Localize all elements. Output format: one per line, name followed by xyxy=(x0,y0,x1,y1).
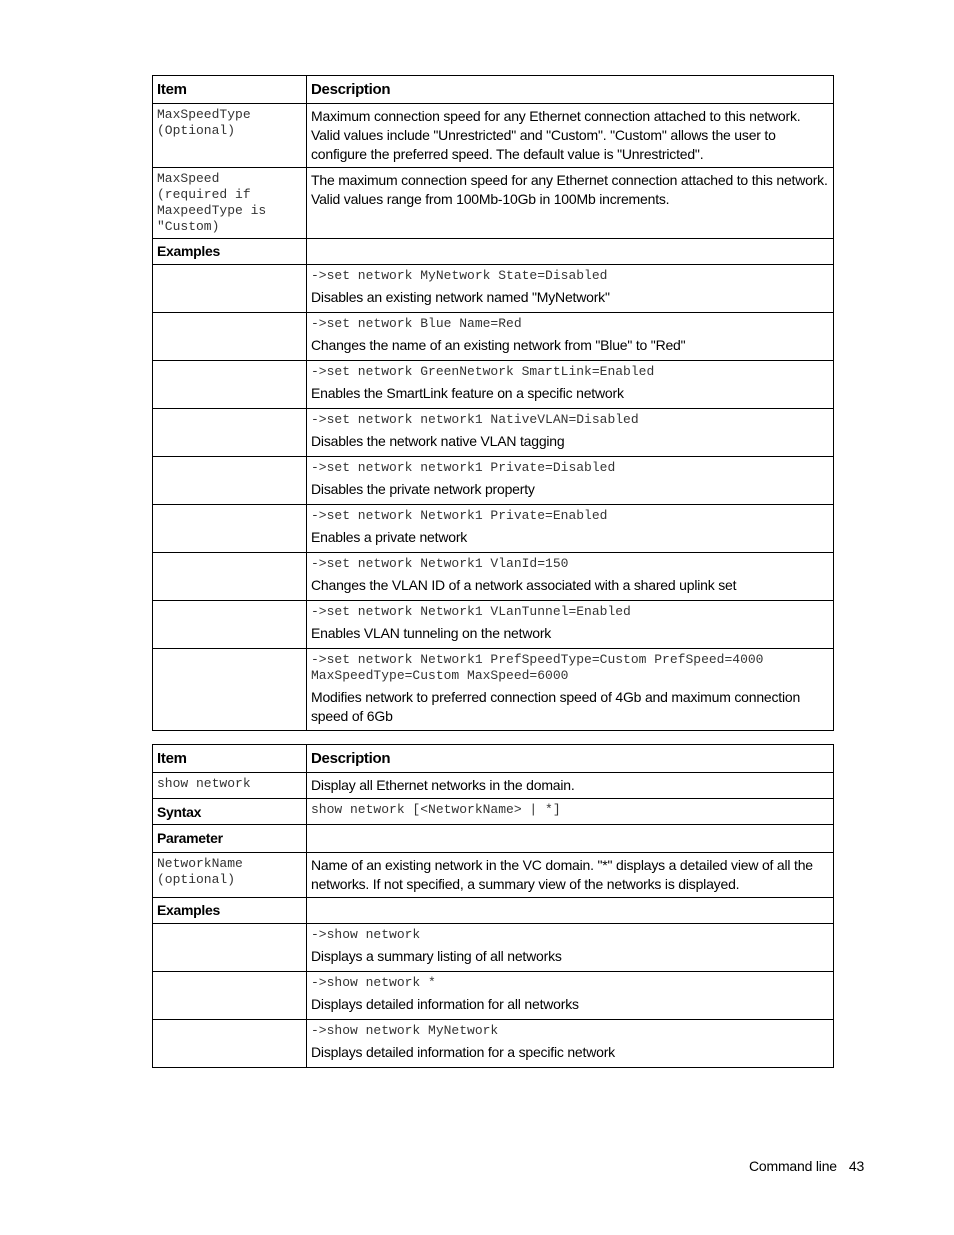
examples-label-row xyxy=(153,239,834,265)
example-row xyxy=(153,313,834,361)
table-row xyxy=(153,104,834,168)
example-description: Displays a summary listing of all networks xyxy=(311,948,562,964)
param-name: MaxSpeed (required if MaxpeedType is "Custom) xyxy=(157,171,267,234)
example-row xyxy=(153,1020,834,1068)
example-description: Enables a private network xyxy=(311,529,468,545)
table-row xyxy=(153,168,834,239)
footer-section-title: Command line xyxy=(749,1158,837,1174)
examples-label: Examples xyxy=(157,243,220,259)
example-description: Changes the VLAN ID of a network associated with a shared uplink set xyxy=(311,577,737,593)
param-description: Name of an existing network in the VC domain. "*" displays a detailed view of all the networks. If not specified, a summary view of the networks is displayed. xyxy=(311,857,813,892)
example-description: Changes the name of an existing network from "Blue" to "Red" xyxy=(311,337,686,353)
example-description: Enables the SmartLink feature on a specific network xyxy=(311,385,624,401)
param-name: MaxSpeedType (Optional) xyxy=(157,107,251,138)
example-command: ->set network MyNetwork State=Disabled xyxy=(311,268,608,283)
syntax-row xyxy=(153,799,834,825)
table-row xyxy=(153,853,834,898)
example-row xyxy=(153,649,834,731)
example-row xyxy=(153,553,834,601)
param-description: Maximum connection speed for any Ethernet connection attached to this network. Valid values include "Unrestricted" and "Custom". "Custom" allows the user to configure the preferred speed. The default value is "Unrestricted". xyxy=(311,108,801,162)
example-command: ->set network Network1 PrefSpeedType=Custom PrefSpeed=4000 MaxSpeedType=Custom MaxSpeed=6000 xyxy=(311,652,764,683)
example-row xyxy=(153,972,834,1020)
header-item: Item xyxy=(153,745,307,773)
header-description: Description xyxy=(307,76,834,104)
example-row xyxy=(153,457,834,505)
example-command: ->show network * xyxy=(311,975,436,990)
command-name: show network xyxy=(157,776,251,791)
page-number: 43 xyxy=(848,1158,865,1174)
param-name: NetworkName (optional) xyxy=(157,856,243,887)
table-header-row xyxy=(153,745,834,773)
example-command: ->set network Blue Name=Red xyxy=(311,316,522,331)
example-row xyxy=(153,409,834,457)
set-network-table xyxy=(152,75,834,731)
example-description: Modifies network to preferred connection speed of 4Gb and maximum connection speed of 6Gb xyxy=(311,689,801,724)
example-command: ->show network xyxy=(311,927,421,942)
example-description: Displays detailed information for a specific network xyxy=(311,1044,615,1060)
syntax-value: show network [<NetworkName> | *] xyxy=(311,802,561,817)
example-description: Disables an existing network named "MyNetwork" xyxy=(311,289,610,305)
example-description: Enables VLAN tunneling on the network xyxy=(311,625,552,641)
example-description: Displays detailed information for all networks xyxy=(311,996,579,1012)
page-footer xyxy=(749,1158,864,1174)
examples-label-row xyxy=(153,898,834,924)
header-description: Description xyxy=(307,745,834,773)
example-row xyxy=(153,601,834,649)
example-command: ->set network network1 NativeVLAN=Disabled xyxy=(311,412,639,427)
syntax-label: Syntax xyxy=(157,804,202,820)
example-row xyxy=(153,361,834,409)
show-network-table xyxy=(152,744,834,1068)
examples-label: Examples xyxy=(157,902,220,918)
parameter-label: Parameter xyxy=(157,830,223,846)
example-description: Disables the private network property xyxy=(311,481,535,497)
example-row xyxy=(153,505,834,553)
command-row xyxy=(153,773,834,799)
example-description: Disables the network native VLAN tagging xyxy=(311,433,565,449)
example-command: ->set network Network1 VlanId=150 xyxy=(311,556,569,571)
param-description: The maximum connection speed for any Ethernet connection attached to this network. Valid values range from 100Mb-10Gb in 100Mb increments. xyxy=(311,172,828,207)
command-description: Display all Ethernet networks in the domain. xyxy=(311,777,575,793)
example-command: ->set network Network1 Private=Enabled xyxy=(311,508,608,523)
example-row xyxy=(153,265,834,313)
example-command: ->set network GreenNetwork SmartLink=Enabled xyxy=(311,364,655,379)
table-header-row xyxy=(153,76,834,104)
example-command: ->set network network1 Private=Disabled xyxy=(311,460,616,475)
example-command: ->set network Network1 VLanTunnel=Enabled xyxy=(311,604,631,619)
parameter-label-row xyxy=(153,825,834,853)
header-item: Item xyxy=(153,76,307,104)
example-row xyxy=(153,924,834,972)
example-command: ->show network MyNetwork xyxy=(311,1023,499,1038)
